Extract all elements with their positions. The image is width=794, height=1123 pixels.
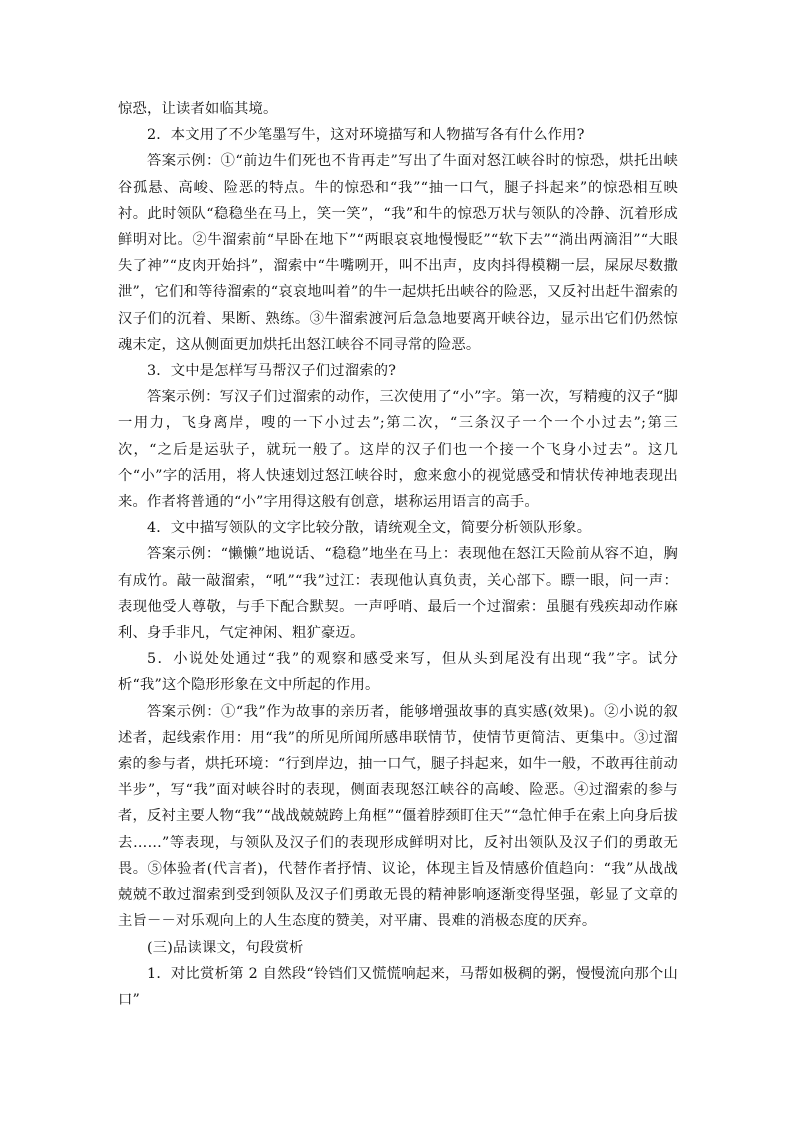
paragraph-continuation: 惊恐，让读者如临其境。	[118, 101, 278, 117]
answer-2: 答案示例：①“前边牛们死也不肯再走”写出了牛面对怒江峡谷时的惊恐，烘托出峡谷孤悬、高峻、险恶的特点。牛的惊恐和“我”“抽一口气，腿子抖起来”的惊恐相互映衬。此时领队“稳稳坐在马上，笑一笑”，“我”和牛的惊恐万状与领队的冷静、沉着形成鲜明对比。②牛溜索前“早卧在地下”“两眼哀哀地慢慢眨”“软下去”“淌出两滴泪”“大眼失了神”“皮肉开始抖”，溜索中“牛嘴咧开，叫不出声，皮肉抖得模糊一层，屎尿尽数撒泄”，它们和等待溜索的“哀哀地叫着”的牛一起烘托出峡谷的险恶，又反衬出赶牛溜索的汉子们的沉着、果断、熟练。③牛溜索渡河后急急地要离开峡谷边，显示出它们仍然惊魂未定，这从侧面更加烘托出怒江峡谷不同寻常的险恶。	[118, 153, 678, 353]
question-3: 3．文中是怎样写马帮汉子们过溜索的?	[147, 363, 397, 380]
question-4: 4．文中描写领队的文字比较分散，请统观全文，简要分析领队形象。	[147, 520, 592, 537]
document-body	[118, 96, 678, 1013]
section-heading: (三)品读课文，句段赏析	[147, 939, 304, 956]
answer-3: 答案示例：写汉子们过溜索的动作，三次使用了“小”字。第一次，写精瘦的汉子“脚一用力，飞身离岸，嗖的一下小过去”;第二次，“三条汉子一个一个小过去”;第三次，“之后是运驮子，就玩一般了。这岸的汉子们也一个接一个飞身小过去”。这几个“小”字的活用，将人快速划过怒江峡谷时，愈来愈小的视觉感受和情状传神地表现出来。作者将普通的“小”字用得这般有创意，堪称运用语言的高手。	[118, 389, 678, 511]
question-5: 5．小说处处通过“我”的观察和感受来写，但从头到尾没有出现“我”字。试分析“我”这个隐形形象在文中所起的作用。	[118, 651, 678, 694]
question-2: 2．本文用了不少笔墨写牛，这对环境描写和人物描写各有什么作用?	[147, 127, 585, 144]
answer-4: 答案示例：“懒懒”地说话、“稳稳”地坐在马上：表现他在怒江天险前从容不迫，胸有成竹。敲一敲溜索，“吼”“我”过江：表现他认真负责，关心部下。瞟一眼，问一声：表现他受人尊敬，与手下配合默契。一声呼哨、最后一个过溜索：虽腿有残疾却动作麻利、身手非凡，气定神闲、粗犷豪迈。	[118, 546, 678, 642]
answer-5: 答案示例：①“我”作为故事的亲历者，能够增强故事的真实感(效果)。②小说的叙述者，起线索作用：用“我”的所见所闻所感串联情节，使情节更简洁、更集中。③过溜索的参与者，烘托环境：“行到岸边，抽一口气，腿子抖起来，如牛一般，不敢再往前动半步”，写“我”面对峡谷时的表现，侧面表现怒江峡谷的高峻、险恶。④过溜索的参与者，反衬主要人物“我”“战战兢兢跨上角框”“僵着脖颈盯住天”“急忙伸手在索上向身后拔去……”等表现，与领队及汉子们的表现形成鲜明对比，反衬出领队及汉子们的勇敢无畏。⑤体验者(代言者)，代替作者抒情、议论，体现主旨及情感价值趋向：“我”从战战兢兢不敢过溜索到受到领队及汉子们勇敢无畏的精神影响逐渐变得坚强，彰显了文章的主旨－－对乐观向上的人生态度的赞美，对平庸、畏难的消极态度的厌弃。	[118, 703, 678, 930]
question-section-3-1: 1．对比赏析第 2 自然段“铃铛们又慌慌响起来，马帮如极稠的粥，慢慢流向那个山口”	[118, 965, 678, 1008]
